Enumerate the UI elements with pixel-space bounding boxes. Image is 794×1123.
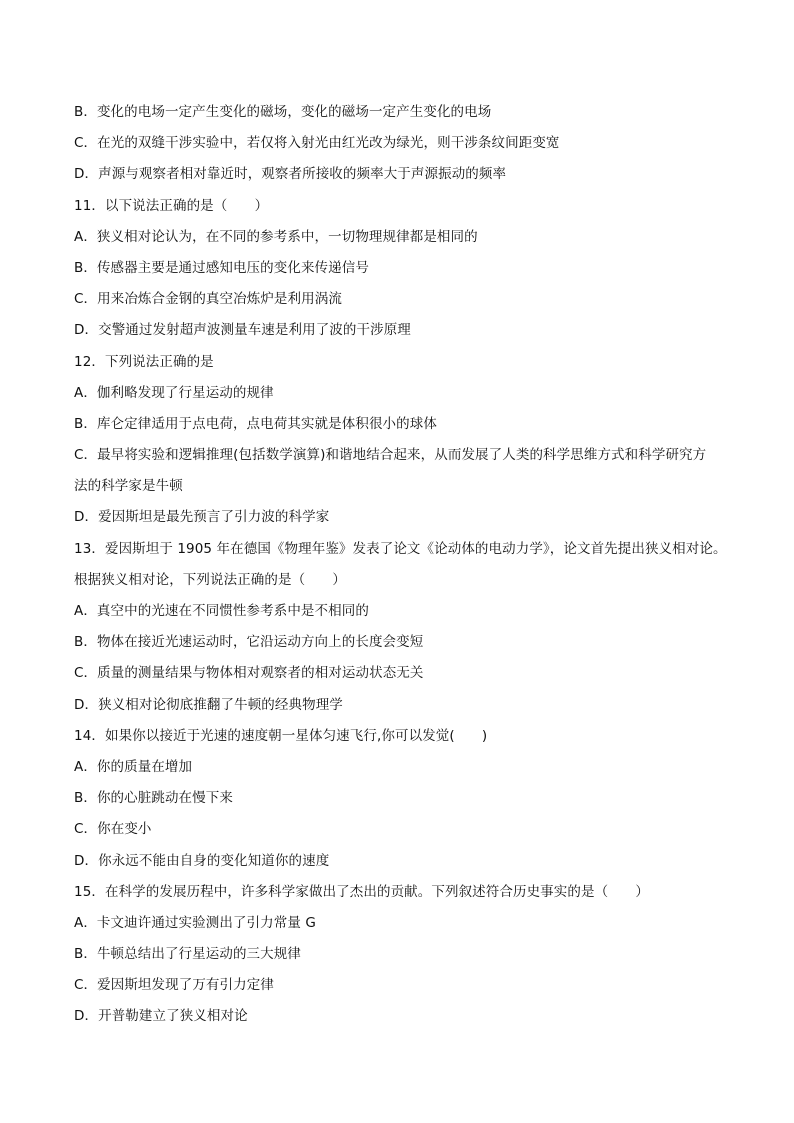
option-line: B．库仑定律适用于点电荷，点电荷其实就是体积很小的球体 (74, 415, 437, 432)
option-line: D．狭义相对论彻底推翻了牛顿的经典物理学 (74, 696, 343, 713)
option-line: A．你的质量在增加 (74, 758, 193, 775)
option-line: C．在光的双缝干涉实验中，若仅将入射光由红光改为绿光，则干涉条纹间距变宽 (74, 135, 560, 152)
option-line: A．狭义相对论认为，在不同的参考系中，一切物理规律都是相同的 (74, 228, 478, 245)
option-line: D．交警通过发射超声波测量车速是利用了波的干涉原理 (74, 322, 411, 339)
question-13: 13．爱因斯坦于 1905 年在德国《物理年鉴》发表了论文《论动体的电动力学》，论文首先提出狭义相对论。 (74, 540, 727, 557)
option-line: A．伽利略发现了行星运动的规律 (74, 384, 274, 401)
question-15: 15．在科学的发展历程中，许多科学家做出了杰出的贡献。下列叙述符合历史事实的是（ ） (74, 883, 649, 900)
option-line: B．传感器主要是通过感知电压的变化来传递信号 (74, 259, 369, 276)
option-line: A．卡文迪许通过实验测出了引力常量 G (74, 914, 316, 931)
option-line: C．质量的测量结果与物体相对观察者的相对运动状态无关 (74, 665, 424, 682)
option-line: B．变化的电场一定产生变化的磁场，变化的磁场一定产生变化的电场 (74, 104, 492, 120)
option-line: B．你的心脏跳动在慢下来 (74, 790, 233, 807)
document-body (74, 97, 754, 1033)
option-line: C．最早将实验和逻辑推理(包括数学演算)和谐地结合起来，从而发展了人类的科学思维方式和科学研究方 (74, 447, 707, 464)
question-11: 11．以下说法正确的是（ ） (74, 197, 269, 214)
option-line: A．真空中的光速在不同惯性参考系中是不相同的 (74, 603, 369, 619)
option-line-continued: 法的科学家是牛顿 (74, 478, 183, 495)
option-line: B．牛顿总结出了行星运动的三大规律 (74, 946, 301, 963)
question-14: 14．如果你以接近于光速的速度朝一星体匀速飞行,你可以发觉( ) (74, 727, 488, 744)
question-13-continued: 根据狭义相对论，下列说法正确的是（ ） (74, 571, 346, 588)
option-line: C．你在变小 (74, 821, 152, 838)
option-line: C．用来冶炼合金钢的真空冶炼炉是利用涡流 (74, 291, 342, 308)
option-line: D．声源与观察者相对靠近时，观察者所接收的频率大于声源振动的频率 (74, 166, 507, 183)
option-line: B．物体在接近光速运动时，它沿运动方向上的长度会变短 (74, 634, 424, 651)
option-line: D．你永远不能由自身的变化知道你的速度 (74, 852, 330, 869)
option-line: D．爱因斯坦是最先预言了引力波的科学家 (74, 509, 330, 526)
option-line: C．爱因斯坦发现了万有引力定律 (74, 977, 274, 994)
question-12: 12．下列说法正确的是 (74, 353, 214, 370)
option-line: D．开普勒建立了狭义相对论 (74, 1008, 248, 1025)
